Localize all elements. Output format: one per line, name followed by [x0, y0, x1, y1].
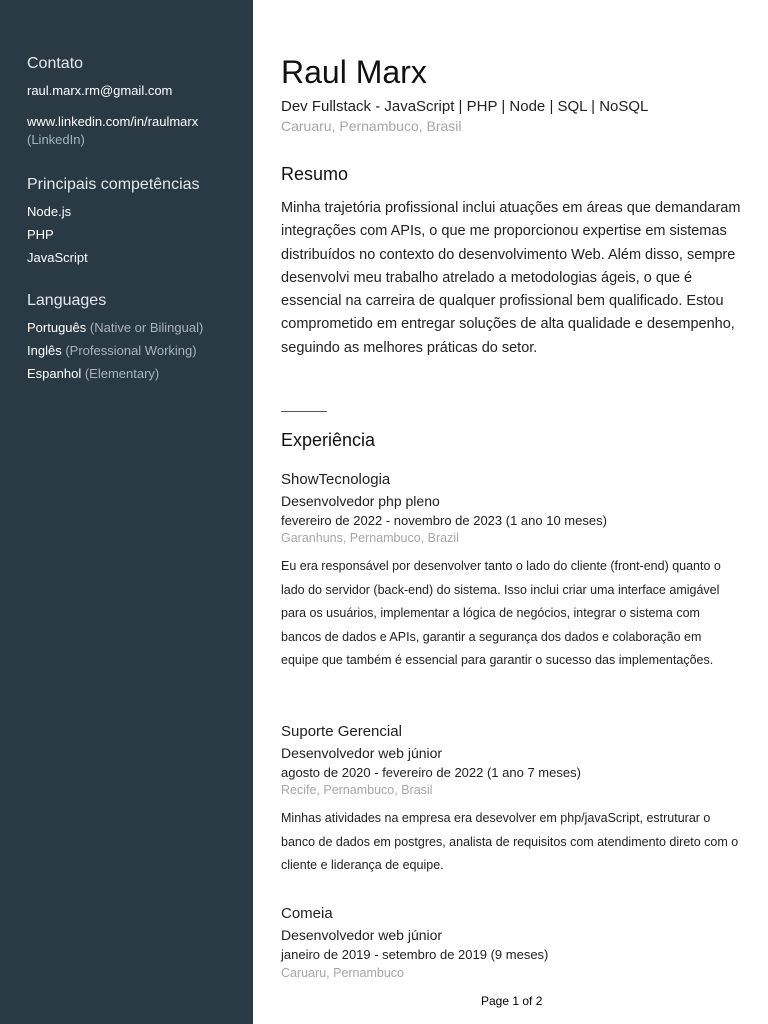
- person-name: Raul Marx: [281, 54, 427, 90]
- sidebar: [0, 0, 253, 1024]
- skills-section: [27, 176, 242, 273]
- job-role: Desenvolvedor web júnior: [281, 927, 443, 943]
- language-item: [27, 320, 242, 336]
- job-description: Eu era responsável por desenvolver tanto o lado do cliente (front-end) quanto o lado do servidor (back-end) do sistema. Isso inclui criar uma interface amigável para os usuários, implementar a lógica de negócios, integrar o sistema com bancos de dados e APIs, garantir a segurança dos dados e colaboração em equipe que também é essencial para garantir o sucesso das implementações.: [281, 559, 721, 667]
- job-description: Minhas atividades na empresa era desevolver em php/javaScript, estruturar o banco de dados em postgres, analista de requisitos com atendimento direto com o cliente e liderança de equipe.: [281, 811, 739, 872]
- skill-item: PHP: [27, 227, 54, 242]
- languages-heading: Languages: [27, 292, 107, 309]
- language-name: Português: [27, 320, 87, 335]
- language-name: Espanhol: [27, 366, 82, 381]
- skill-item: Node.js: [27, 204, 72, 219]
- company-name: Suporte Gerencial: [281, 723, 402, 740]
- language-item: [27, 343, 242, 359]
- linkedin-link[interactable]: www.linkedin.com/in/raulmarx: [27, 114, 199, 129]
- person-location: Caruaru, Pernambuco, Brasil: [281, 118, 462, 134]
- language-level: (Elementary): [84, 366, 160, 381]
- contact-heading: Contato: [27, 55, 84, 72]
- language-level: (Professional Working): [65, 343, 197, 358]
- page-number: Page 1 of 2: [481, 994, 543, 1008]
- job-location: Recife, Pernambuco, Brasil: [281, 783, 433, 797]
- experience-heading: Experiência: [281, 430, 376, 450]
- linkedin-label: (LinkedIn): [27, 132, 85, 147]
- job-location: Caruaru, Pernambuco: [281, 966, 404, 980]
- summary-heading: Resumo: [281, 164, 349, 184]
- languages-section: [27, 292, 242, 389]
- company-name: ShowTecnologia: [281, 471, 391, 488]
- job-dates: agosto de 2020 - fevereiro de 2022 (1 ano 7 meses): [281, 765, 581, 780]
- language-level: (Native or Bilingual): [89, 320, 204, 335]
- skill-item: JavaScript: [27, 250, 88, 265]
- skills-heading: Principais competências: [27, 176, 200, 193]
- job-dates: fevereiro de 2022 - novembro de 2023 (1 ano 10 meses): [281, 513, 607, 528]
- contact-section: [27, 55, 242, 155]
- company-name: Comeia: [281, 905, 333, 922]
- email-link[interactable]: raul.marx.rm@gmail.com: [27, 83, 173, 98]
- summary-text: Minha trajetória profissional inclui atuações em áreas que demandaram integrações com APIs, o que me proporcionou expertise em sistemas distribuídos no contexto do desenvolvimento Web. Além disso, sempre desenvolvi meu trabalho atrelado a metodologias ágeis, o que é essencial na carreira de qualquer profissional bem qualificado. Estou comprometido em entregar soluções de alta qualidade e desempenho, seguindo as melhores práticas do setor.: [281, 200, 741, 356]
- job-dates: janeiro de 2019 - setembro de 2019 (9 meses): [281, 947, 549, 962]
- headline: Dev Fullstack - JavaScript | PHP | Node | SQL | NoSQL: [281, 98, 649, 115]
- job-role: Desenvolvedor php pleno: [281, 493, 440, 509]
- job-role: Desenvolvedor web júnior: [281, 745, 443, 761]
- language-name: Inglês: [27, 343, 62, 358]
- language-item: [27, 366, 242, 382]
- job-location: Garanhuns, Pernambuco, Brazil: [281, 531, 459, 545]
- section-divider: [281, 411, 327, 412]
